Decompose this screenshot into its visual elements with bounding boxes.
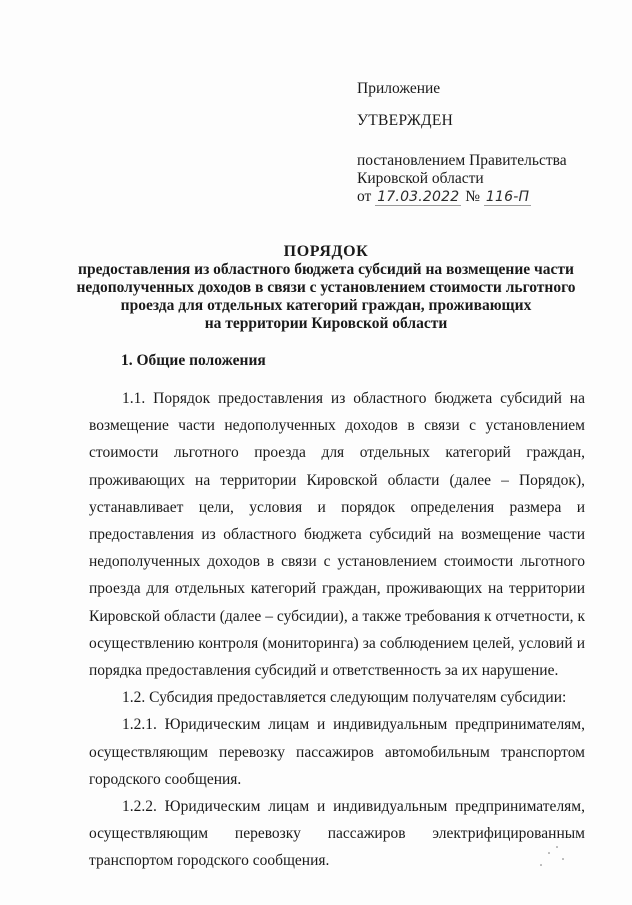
body-text <box>89 385 585 875</box>
decree-line-1: постановлением Правительства <box>357 152 567 169</box>
paragraph-1-2: 1.2. Субсидия предоставляется следующим получателям субсидии: <box>122 689 567 707</box>
paragraph-1-2-2: 1.2.2. Юридическим лицам и индивидуальным предпринимателям, осуществляющим перевозку пассажиров электрифицированным транспортом городского сообщения. <box>89 798 585 870</box>
scan-speck <box>556 846 558 848</box>
title-main: ПОРЯДОК <box>283 243 369 260</box>
decree-line-2: Кировской области <box>357 170 484 187</box>
scan-speck <box>548 852 550 854</box>
paragraph-1-2-1: 1.2.1. Юридическим лицам и индивидуальным предпринимателям, осуществляющим перевозку пассажиров автомобильным транспортом городского сообщения. <box>89 716 585 788</box>
handwritten-number: 116-П <box>485 189 530 205</box>
decree-date-number-line <box>357 188 617 206</box>
section-heading: 1. Общие положения <box>121 352 266 369</box>
scan-speck <box>562 858 564 860</box>
handwritten-date: 17.03.2022 <box>377 189 460 205</box>
title-line-4: на территории Кировской области <box>204 315 448 332</box>
from-label: от <box>357 188 372 205</box>
appendix-label: Приложение <box>357 80 441 97</box>
approved-label: УТВЕРЖДЕН <box>357 112 454 129</box>
title-line-2: недополученных доходов в связи с установлением стоимости льготного <box>76 279 576 296</box>
title-line-1: предоставления из областного бюджета субсидий на возмещение части <box>78 261 574 278</box>
document-title <box>60 243 592 333</box>
number-sign: № <box>465 188 481 205</box>
approval-block <box>357 80 617 206</box>
paragraph-1-1: 1.1. Порядок предоставления из областного бюджета субсидий на возмещение части недополученных доходов в связи с установлением стоимости льготного проезда для отдельных категорий граждан, проживающих на территории Кировской области (далее – Порядок), устанавливает цели, условия и порядок определения размера и предоставления из областного бюджета субсидий на возмещение части недополученных доходов в связи с установлением стоимости льготного проезда для отдельных категорий граждан, проживающих на территории Кировской области (далее – субсидии), а также требования к отчетности, к осуществлению контроля (мониторинга) за соблюдением целей, условий и порядка предоставления субсидий и ответственность за их нарушение. <box>89 390 585 680</box>
scan-speck <box>540 864 542 866</box>
title-line-3: проезда для отдельных категорий граждан, проживающих <box>120 297 532 314</box>
